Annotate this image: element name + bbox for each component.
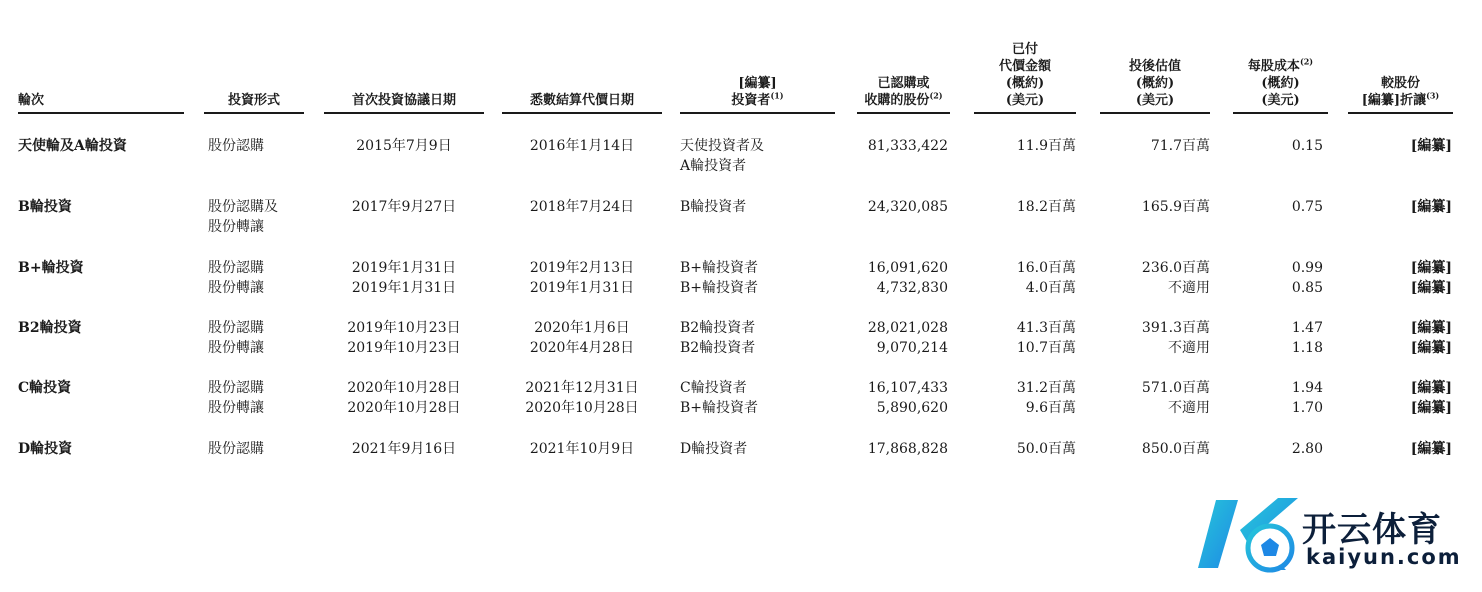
header-rule-form — [204, 112, 304, 114]
cell-line: 0.85 — [1291, 280, 1323, 296]
cell-line: B2輪投資者 — [680, 340, 756, 356]
cell-line: 10.7百萬 — [1016, 340, 1076, 356]
header-form-text: 投資形式 — [227, 93, 280, 108]
cell-line: 17,868,828 — [867, 441, 948, 457]
cell-line: 4.0百萬 — [1025, 280, 1076, 296]
header-rule-cost — [1233, 112, 1328, 114]
cell-first-date — [324, 439, 484, 459]
cell-paid — [960, 318, 1076, 358]
header-rule-investor — [680, 112, 835, 114]
header-paid-line2: 代價金額 — [998, 59, 1051, 74]
cell-line: [編纂] — [1410, 320, 1452, 336]
cell-line: 股份轉讓 — [208, 219, 264, 235]
cell-line: B輪投資者 — [680, 199, 747, 215]
header-settle-date-text: 悉數結算代價日期 — [529, 93, 634, 108]
cell-line: [編纂] — [1410, 340, 1452, 356]
cell-line: 1.47 — [1291, 320, 1323, 336]
cell-line: 81,333,422 — [867, 138, 948, 154]
header-paid-line4: (美元) — [1005, 93, 1045, 108]
cell-line: 股份認購及 — [208, 199, 278, 215]
cell-discount — [1340, 258, 1452, 298]
cell-first-date — [324, 378, 484, 418]
cell-shares — [830, 439, 948, 459]
cell-line: 2020年10月28日 — [347, 380, 461, 396]
cell-paid — [960, 136, 1076, 156]
header-round — [18, 92, 78, 109]
cell-line: 236.0百萬 — [1141, 260, 1210, 276]
cell-valuation — [1090, 136, 1210, 156]
cell-discount — [1340, 136, 1452, 156]
cell-round — [18, 378, 188, 398]
cell-line: 9,070,214 — [876, 340, 948, 356]
cell-line: 股份轉讓 — [208, 280, 264, 296]
cell-line: 2015年7月9日 — [356, 138, 452, 154]
cell-line: [編纂] — [1410, 260, 1452, 276]
cell-first-date — [324, 318, 484, 358]
header-rule-discount — [1348, 112, 1453, 114]
cell-line: B2輪投資者 — [680, 320, 756, 336]
header-paid-line3: (概約) — [1005, 76, 1045, 91]
cell-line: 24,320,085 — [867, 199, 948, 215]
cell-line: 50.0百萬 — [1016, 441, 1076, 457]
cell-line: 股份認購 — [208, 320, 264, 336]
cell-cost — [1233, 318, 1323, 358]
cell-line: B+輪投資者 — [680, 280, 759, 296]
cell-paid — [960, 439, 1076, 459]
cell-valuation — [1090, 258, 1210, 298]
cell-line: 0.15 — [1291, 138, 1323, 154]
cell-form — [208, 378, 308, 418]
header-valuation — [1100, 58, 1210, 109]
cell-cost — [1233, 258, 1323, 298]
header-first-date — [324, 92, 484, 109]
cell-line: 2.80 — [1291, 441, 1323, 457]
cell-line: 股份認購 — [208, 260, 264, 276]
header-cost-line1: 每股成本$^{(2)}$ — [1247, 56, 1314, 74]
cell-investor — [680, 197, 835, 217]
cell-line: 2019年10月23日 — [347, 340, 461, 356]
cell-paid — [960, 378, 1076, 418]
cell-form — [208, 258, 308, 298]
header-first-date-text: 首次投資協議日期 — [351, 93, 456, 108]
header-rule-round — [18, 112, 184, 114]
cell-line: B+輪投資者 — [680, 400, 759, 416]
header-cost-line3: (美元) — [1261, 93, 1300, 108]
cell-line: 0.99 — [1291, 260, 1323, 276]
cell-line: [編纂] — [1410, 199, 1452, 215]
header-shares-line2: 收購的股份$^{(2)}$ — [864, 90, 943, 108]
cell-line: 2020年10月28日 — [525, 400, 639, 416]
cell-line: [編纂] — [1410, 380, 1452, 396]
cell-line: 股份認購 — [208, 441, 264, 457]
cell-round — [18, 258, 188, 278]
cell-cost — [1233, 439, 1323, 459]
cell-line: 2017年9月27日 — [351, 199, 457, 215]
cell-investor — [680, 258, 835, 298]
cell-line: 2018年7月24日 — [529, 199, 635, 215]
cell-cost — [1233, 197, 1323, 217]
cell-settle-date — [502, 318, 662, 358]
cell-line: 571.0百萬 — [1141, 380, 1210, 396]
header-rule-first-date — [324, 112, 484, 114]
cell-settle-date — [502, 197, 662, 217]
cell-round — [18, 439, 188, 459]
header-settle-date — [502, 92, 662, 109]
cell-line: 18.2百萬 — [1016, 199, 1076, 215]
cell-cost — [1233, 378, 1323, 418]
cell-investor — [680, 439, 835, 459]
cell-line: B輪投資 — [18, 199, 72, 215]
cell-investor — [680, 136, 835, 176]
header-discount-line2: [編纂]折讓$^{(3)}$ — [1361, 90, 1440, 108]
cell-line: 1.70 — [1291, 400, 1323, 416]
header-valuation-line1: 投後估值 — [1128, 59, 1181, 74]
header-cost — [1233, 58, 1328, 109]
cell-settle-date — [502, 378, 662, 418]
cell-line: 71.7百萬 — [1150, 138, 1210, 154]
cell-investor — [680, 318, 835, 358]
cell-paid — [960, 197, 1076, 217]
cell-line: 股份認購 — [208, 138, 264, 154]
cell-line: 2016年1月14日 — [529, 138, 635, 154]
cell-line: 2019年1月31日 — [351, 260, 457, 276]
cell-investor — [680, 378, 835, 418]
cell-line: 2020年1月6日 — [534, 320, 630, 336]
header-shares — [857, 75, 950, 109]
cell-settle-date — [502, 136, 662, 156]
cell-paid — [960, 258, 1076, 298]
watermark-name: 开云体育 — [1302, 510, 1442, 550]
cell-line: 2020年10月28日 — [347, 400, 461, 416]
cell-first-date — [324, 258, 484, 298]
cell-valuation — [1090, 197, 1210, 217]
cell-line: D輪投資 — [18, 441, 73, 457]
cell-line: 31.2百萬 — [1016, 380, 1076, 396]
cell-cost — [1233, 136, 1323, 156]
cell-line: D輪投資者 — [680, 441, 748, 457]
header-investor-line1: [編纂] — [738, 76, 777, 91]
cell-line: [編纂] — [1410, 441, 1452, 457]
cell-line: 391.3百萬 — [1141, 320, 1210, 336]
watermark-url: kaiyun.com — [1306, 545, 1462, 569]
cell-line: 2019年1月31日 — [351, 280, 457, 296]
cell-line: 不適用 — [1168, 280, 1210, 296]
cell-discount — [1340, 378, 1452, 418]
cell-form — [208, 197, 308, 237]
header-investor-line2: 投資者$^{(1)}$ — [731, 90, 784, 108]
cell-line: 不適用 — [1168, 400, 1210, 416]
cell-line: 不適用 — [1168, 340, 1210, 356]
cell-line: B2輪投資 — [18, 320, 82, 336]
header-paid-line1: 已付 — [1011, 42, 1038, 57]
header-discount — [1348, 75, 1453, 109]
cell-line: 16.0百萬 — [1016, 260, 1076, 276]
cell-shares — [830, 378, 948, 418]
cell-line: 41.3百萬 — [1016, 320, 1076, 336]
cell-discount — [1340, 318, 1452, 358]
cell-line: [編纂] — [1410, 280, 1452, 296]
cell-line: B+輪投資 — [18, 260, 84, 276]
cell-line: 2020年4月28日 — [529, 340, 635, 356]
cell-valuation — [1090, 378, 1210, 418]
cell-line: 2021年12月31日 — [525, 380, 639, 396]
cell-shares — [830, 136, 948, 156]
cell-line: 2019年2月13日 — [529, 260, 635, 276]
header-valuation-line2: (概約) — [1135, 76, 1175, 91]
cell-line: 2021年9月16日 — [351, 441, 457, 457]
cell-first-date — [324, 197, 484, 217]
cell-line: 9.6百萬 — [1025, 400, 1076, 416]
cell-round — [18, 136, 188, 156]
header-cost-line2: (概約) — [1261, 76, 1300, 91]
cell-round — [18, 318, 188, 338]
cell-line: 股份轉讓 — [208, 340, 264, 356]
cell-line: 850.0百萬 — [1141, 441, 1210, 457]
header-valuation-line3: (美元) — [1135, 93, 1175, 108]
header-rule-paid — [974, 112, 1076, 114]
cell-line: 2019年10月23日 — [347, 320, 461, 336]
header-round-text: 輪次 — [18, 93, 45, 108]
cell-line: 5,890,620 — [876, 400, 948, 416]
cell-line: A輪投資者 — [680, 158, 747, 174]
header-discount-line1: 較股份 — [1380, 76, 1420, 91]
header-investor — [680, 75, 835, 109]
cell-discount — [1340, 439, 1452, 459]
cell-line: 股份認購 — [208, 380, 264, 396]
cell-line: 天使投資者及 — [680, 138, 764, 154]
cell-line: 1.18 — [1291, 340, 1323, 356]
cell-shares — [830, 197, 948, 217]
cell-line: 天使輪及A輪投資 — [18, 138, 127, 154]
cell-discount — [1340, 197, 1452, 217]
cell-line: 16,107,433 — [867, 380, 948, 396]
cell-valuation — [1090, 439, 1210, 459]
cell-shares — [830, 258, 948, 298]
cell-valuation — [1090, 318, 1210, 358]
cell-line: B+輪投資者 — [680, 260, 759, 276]
cell-line: 1.94 — [1291, 380, 1323, 396]
cell-line: 2019年1月31日 — [529, 280, 635, 296]
header-shares-line1: 已認購或 — [877, 76, 930, 91]
cell-line: 165.9百萬 — [1141, 199, 1210, 215]
cell-form — [208, 136, 308, 156]
cell-settle-date — [502, 439, 662, 459]
cell-form — [208, 439, 308, 459]
cell-line: 4,732,830 — [876, 280, 948, 296]
cell-line: 11.9百萬 — [1016, 138, 1076, 154]
cell-settle-date — [502, 258, 662, 298]
cell-line: C輪投資者 — [680, 380, 747, 396]
cell-line: [編纂] — [1410, 138, 1452, 154]
cell-line: 2021年10月9日 — [529, 441, 635, 457]
header-form — [204, 92, 304, 109]
cell-round — [18, 197, 188, 217]
cell-line: 0.75 — [1291, 199, 1323, 215]
header-rule-valuation — [1100, 112, 1210, 114]
cell-line: 16,091,620 — [867, 260, 948, 276]
header-rule-shares — [857, 112, 950, 114]
cell-line: [編纂] — [1410, 400, 1452, 416]
cell-line: C輪投資 — [18, 380, 72, 396]
header-rule-settle-date — [502, 112, 662, 114]
cell-form — [208, 318, 308, 358]
cell-shares — [830, 318, 948, 358]
cell-first-date — [324, 136, 484, 156]
cell-line: 股份轉讓 — [208, 400, 264, 416]
header-paid — [974, 41, 1076, 109]
cell-line: 28,021,028 — [867, 320, 948, 336]
